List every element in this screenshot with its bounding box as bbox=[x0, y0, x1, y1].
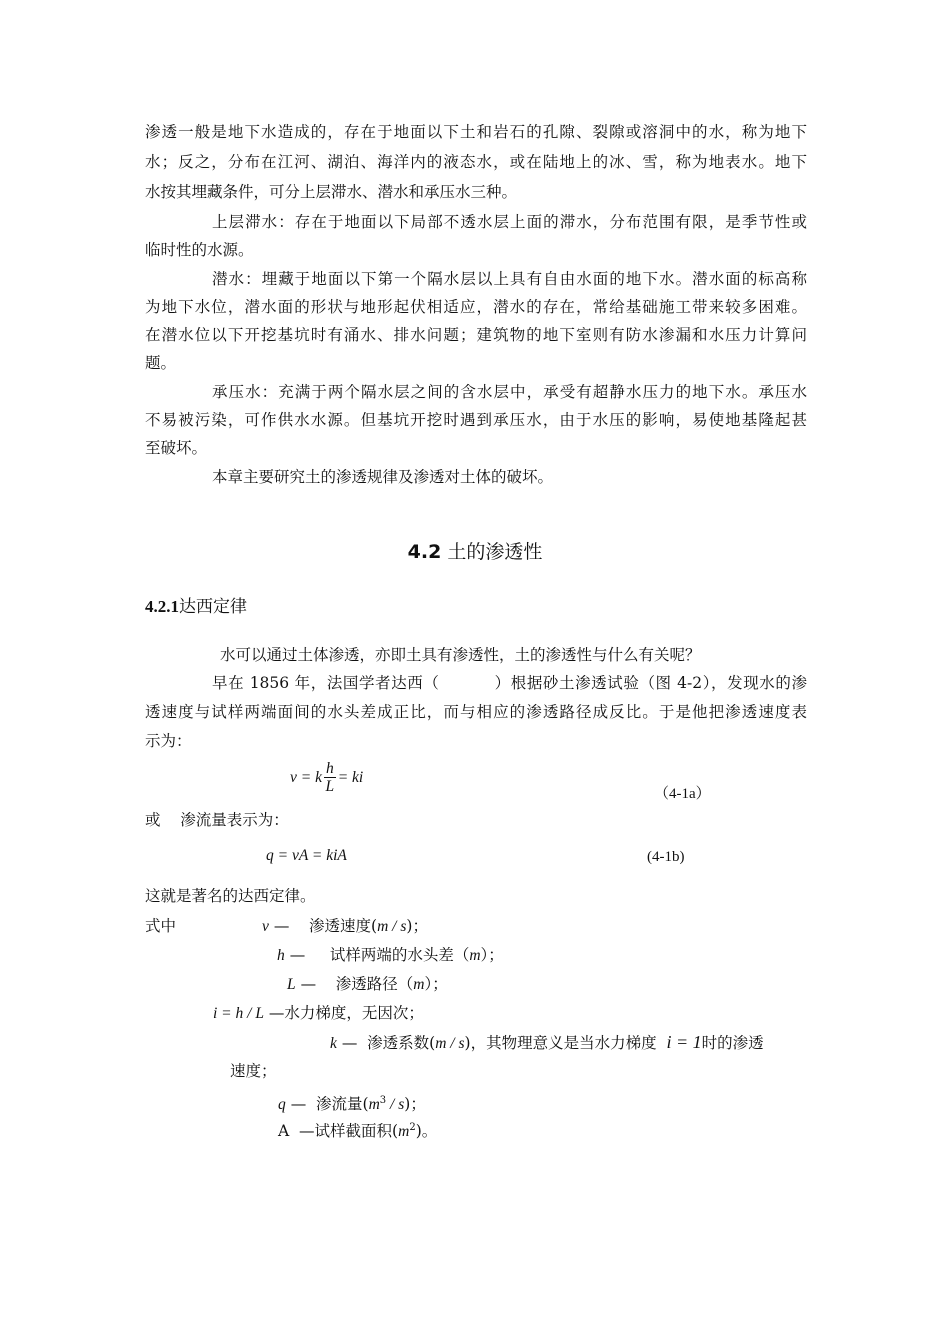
def-A bbox=[278, 1118, 437, 1142]
def-A-end: )。 bbox=[415, 1122, 438, 1141]
def-q-text: — 渗流量( bbox=[290, 1095, 369, 1114]
def-k-unit: m / s bbox=[435, 1035, 465, 1052]
intro-p3-line4: 题。 bbox=[145, 354, 177, 372]
darcy-law-line: 这就是著名的达西定律。 bbox=[145, 887, 316, 905]
def-v-unit: m / s bbox=[377, 918, 407, 935]
intro-p2-line1: 上层滞水：存在于地面以下局部不透水层上面的滞水，分布范围有限，是季节性或 bbox=[212, 213, 807, 231]
def-A-text: A —试样截面积( bbox=[278, 1122, 399, 1141]
def-k-mid: )，其物理意义是当水力梯度 bbox=[464, 1034, 667, 1052]
intro-p3-line2: 为地下水位，潜水面的形状与地形起伏相适应，潜水的存在，常给基础施工带来较多困难。 bbox=[145, 298, 807, 316]
body-question: 水可以通过土体渗透，亦即土具有渗透性，土的渗透性与什么有关呢？ bbox=[220, 646, 701, 664]
eq1-fraction bbox=[324, 760, 336, 795]
equation-4-1a bbox=[290, 760, 363, 795]
def-k-end: 时的渗透 bbox=[701, 1034, 764, 1052]
def-q-unit-exponent: 3 bbox=[379, 1095, 387, 1106]
def-L-unit: m bbox=[413, 976, 425, 993]
def-q-end: )； bbox=[404, 1095, 426, 1114]
intro-p4-line3: 至破坏。 bbox=[145, 439, 208, 457]
def-k-text: — 渗透系数( bbox=[341, 1034, 436, 1052]
def-h bbox=[277, 945, 504, 966]
def-L bbox=[287, 974, 448, 995]
def-A-unit-exponent: 2 bbox=[409, 1122, 416, 1133]
eq1-numerator: h bbox=[325, 760, 334, 777]
body-p1-line3: 示为： bbox=[145, 732, 192, 750]
subsection-number: 4.2.1 bbox=[145, 597, 179, 616]
eq1-left: v = k bbox=[290, 769, 322, 786]
def-k-symbol: k bbox=[330, 1035, 337, 1052]
section-number: 4.2 bbox=[407, 541, 442, 563]
def-q-symbol: q bbox=[278, 1096, 286, 1114]
def-q bbox=[278, 1091, 426, 1115]
def-L-text: — 渗透路径（ bbox=[300, 975, 414, 993]
section-heading bbox=[0, 537, 950, 564]
def-v bbox=[262, 916, 428, 937]
body-p1-line2: 透速度与试样两端面间的水头差成正比，而与相应的渗透路径成反比。于是他把渗透速度表 bbox=[145, 703, 807, 721]
def-k-continued: 速度； bbox=[230, 1062, 277, 1080]
def-h-end: ）； bbox=[480, 946, 504, 964]
def-A-unit: m bbox=[398, 1123, 410, 1141]
def-h-unit: m bbox=[469, 947, 481, 964]
where-label: 式中 bbox=[145, 917, 177, 935]
def-L-symbol: L bbox=[287, 976, 296, 993]
eq1-right: = ki bbox=[337, 769, 364, 786]
def-q-unit-denominator: / s bbox=[386, 1096, 405, 1114]
or-line: 或 渗流量表示为： bbox=[145, 811, 289, 829]
intro-p4-line2: 不易被污染，可作供水水源。但基坑开挖时遇到承压水，由于水压的影响，易使地基隆起甚 bbox=[145, 411, 807, 429]
intro-p1-line1: 渗透一般是地下水造成的，存在于地面以下土和岩石的孔隙、裂隙或溶洞中的水，称为地下 bbox=[145, 123, 807, 141]
intro-p4-line1: 承压水：充满于两个隔水层之间的含水层中，承受有超静水压力的地下水。承压水 bbox=[212, 383, 807, 401]
def-i-symbol: i = h / L bbox=[213, 1005, 264, 1022]
def-L-end: ）； bbox=[424, 975, 448, 993]
def-h-symbol: h bbox=[277, 947, 285, 964]
def-h-text: — 试样两端的水头差（ bbox=[289, 946, 470, 964]
def-k bbox=[330, 1032, 764, 1054]
intro-p5: 本章主要研究土的渗透规律及渗透对土体的破坏。 bbox=[212, 468, 554, 486]
subsection-title: 达西定律 bbox=[179, 597, 247, 617]
def-k-condition: i = 1 bbox=[666, 1032, 702, 1052]
equation-number-4-1a: （4-1a） bbox=[654, 786, 711, 802]
def-i-text: —水力梯度，无因次； bbox=[263, 1004, 424, 1022]
equation-4-1b: q = vA = kiA bbox=[266, 847, 347, 864]
intro-p1-line3: 水按其埋藏条件，可分上层滞水、潜水和承压水三种。 bbox=[145, 183, 518, 201]
def-v-symbol: v bbox=[262, 918, 269, 935]
def-v-text: — 渗透速度( bbox=[273, 917, 378, 935]
body-p1-line1: 早在 1856 年，法国学者达西（ ）根据砂土渗透试验（图 4-2），发现水的渗 bbox=[212, 674, 807, 692]
intro-p2-line2: 临时性的水源。 bbox=[145, 241, 254, 259]
intro-p3-line1: 潜水：埋藏于地面以下第一个隔水层以上具有自由水面的地下水。潜水面的标高称 bbox=[212, 270, 807, 288]
intro-p3-line3: 在潜水位以下开挖基坑时有涌水、排水问题；建筑物的地下室则有防水渗漏和水压力计算问 bbox=[145, 326, 807, 344]
def-v-end: )； bbox=[406, 917, 428, 935]
eq1-denominator: L bbox=[325, 778, 335, 795]
intro-p1-line2: 水；反之，分布在江河、湖泊、海洋内的液态水，或在陆地上的冰、雪，称为地表水。地下 bbox=[145, 153, 807, 171]
def-q-unit: m bbox=[368, 1096, 380, 1114]
equation-number-4-1b: (4-1b) bbox=[647, 849, 685, 865]
section-title: 土的渗透性 bbox=[447, 541, 543, 563]
def-i bbox=[213, 1003, 424, 1024]
subsection-heading bbox=[145, 592, 247, 617]
